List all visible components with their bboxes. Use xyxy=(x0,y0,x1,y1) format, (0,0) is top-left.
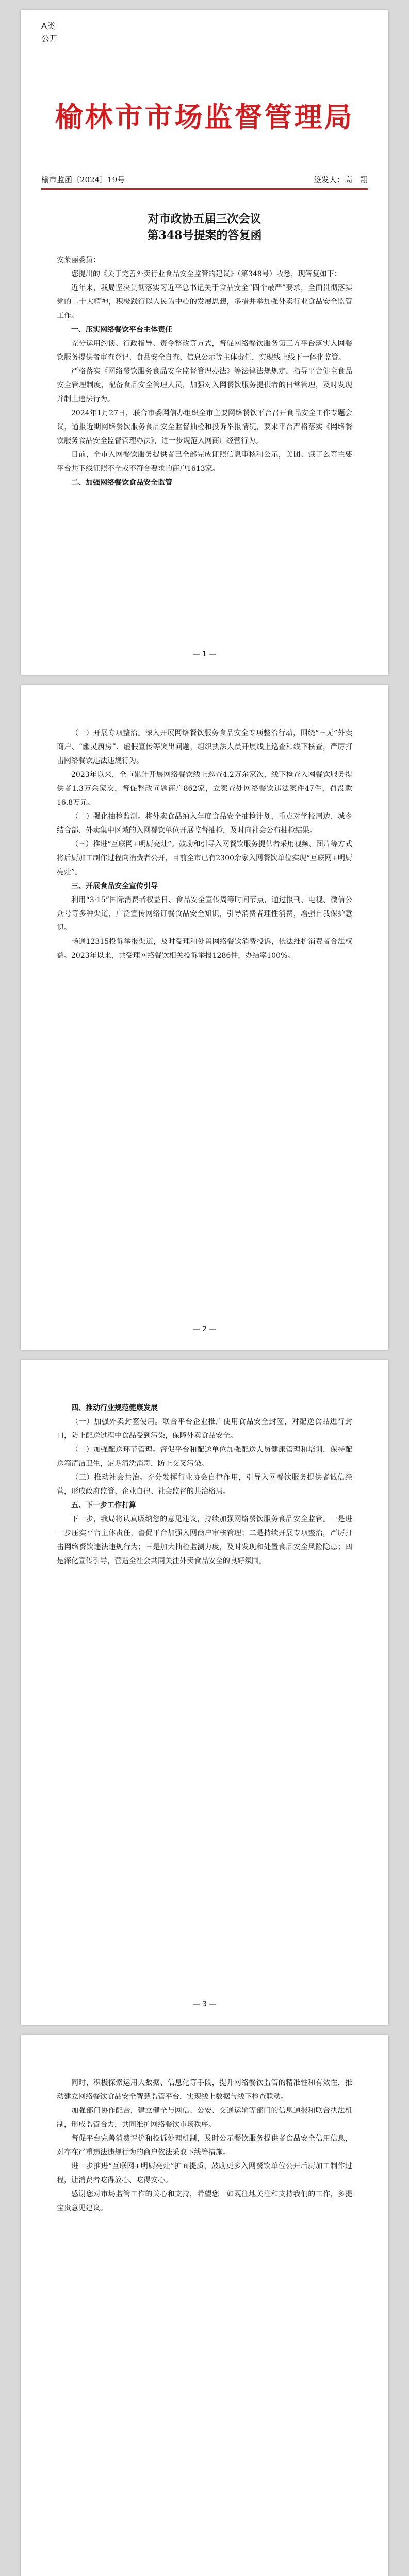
document-title-line-2: 第348号提案的答复函 xyxy=(147,229,262,242)
page-1-paragraphs xyxy=(57,267,352,490)
body-paragraph: 利用“3·15”国际消费者权益日、食品安全宣传周等时间节点，通过报刊、电视、微信公众号等多种渠道，广泛宣传网络订餐食品安全知识，引导消费者理性消费，增强自我保护意识。 xyxy=(57,896,352,932)
page-number: — 3 — xyxy=(192,2000,217,2008)
document-number: 榆市监函〔2024〕19号 xyxy=(41,175,125,184)
body-paragraph: （一）开展专项整治。深入开展网络餐饮服务食品安全专项整治行动，围绕“三无”外卖商户、“幽灵厨房”、虚假宣传等突出问题，组织执法人员开展线上巡查和线下核查，严厉打击网络餐饮违法违规行为。 xyxy=(57,729,352,765)
body-paragraph: 同时，积极探索运用大数据、信息化等手段，提升网络餐饮监管的精准性和有效性，推动建立网络餐饮食品安全智慧监管平台，实现线上数据与线下检查联动。 xyxy=(57,2079,352,2101)
section-heading: 一、压实网络餐饮平台主体责任 xyxy=(71,326,172,334)
body-paragraph: 充分运用约谈、行政指导、责令整改等方式，督促网络餐饮服务第三方平台落实入网餐饮服务提供者审查登记、食品安全自查、信息公示等主体责任，实现线上线下一体化监管。 xyxy=(57,340,352,362)
body-paragraph: 加强部门协作配合，建立健全与网信、公安、交通运输等部门的信息通报和联合执法机制，形成监管合力，共同维护网络餐饮市场秩序。 xyxy=(57,2107,352,2129)
masthead-title: 榆林市市场监督管理局 xyxy=(55,100,354,133)
body-paragraph: （二）强化抽检监测。将外卖食品纳入年度食品安全抽检计划，重点对学校周边、城乡结合部、外卖集中区域的入网餐饮单位开展监督抽检，及时向社会公布抽检结果。 xyxy=(57,812,352,835)
publicity-label: 公开 xyxy=(41,33,58,43)
category-label: A类 xyxy=(41,21,55,31)
page-3-content xyxy=(57,1401,352,1568)
body-paragraph: 您提出的《关于完善外卖行业食品安全监管的建议》（第348号）收悉，现答复如下： xyxy=(71,270,341,278)
section-heading: 四、推动行业规范健康发展 xyxy=(71,1404,158,1412)
page-2-content xyxy=(57,726,352,963)
section-heading: 五、下一步工作打算 xyxy=(71,1501,136,1510)
page-4-content xyxy=(57,2076,352,2215)
section-heading: 三、开展食品安全宣传引导 xyxy=(71,882,158,890)
document-page-2 xyxy=(21,685,388,1350)
body-paragraph: （三）推进“互联网+明厨亮灶”。鼓励和引导入网餐饮服务提供者采用视频、图片等方式将后厨加工制作过程向消费者公开，目前全市已有2300余家入网餐饮单位实现“互联网+明厨亮灶”。 xyxy=(57,840,352,876)
page-number: — 2 — xyxy=(192,1325,217,1333)
red-rule-divider xyxy=(41,188,368,190)
document-page-1 xyxy=(21,10,388,675)
section-heading: 二、加强网络餐饮食品安全监管 xyxy=(71,479,172,487)
document-title-line-1: 对市政协五届三次会议 xyxy=(148,212,261,226)
body-paragraph: 下一步，我局将认真吸纳您的意见建议，持续加强网络餐饮服务食品安全监管。一是进一步压实平台主体责任，督促平台加强入网商户审核管理；二是持续开展专项整治，严厉打击网络餐饮违法违规行为；三是加大抽检监测力度，及时发现和处置食品安全风险隐患；四是深化宣传引导，营造全社会共同关注外卖食品安全的良好氛围。 xyxy=(57,1515,352,1565)
page-3-paragraphs xyxy=(57,1401,352,1568)
document-page-4 xyxy=(21,2035,388,2576)
body-paragraph: 目前，全市入网餐饮服务提供者已全部完成证照信息审核和公示，美团、饿了么等主要平台共下线证照不全或不符合要求的商户1613家。 xyxy=(57,451,352,473)
body-paragraph: 感谢您对市场监管工作的关心和支持，希望您一如既往地关注和支持我们的工作，多提宝贵意见建议。 xyxy=(57,2190,352,2212)
page-4-paragraphs xyxy=(57,2076,352,2215)
body-paragraph: 2024年1月27日，联合市委网信办组织全市主要网络餐饮平台召开食品安全工作专题会议，通报近期网络餐饮服务食品安全监督抽检和投诉举报情况，要求平台严格落实《网络餐饮服务食品安全监督管理办法》，进一步规范入网商户经营行为。 xyxy=(57,409,352,445)
page-number: — 1 — xyxy=(192,650,217,658)
body-paragraph: 近年来，我局坚决贯彻落实习近平总书记关于食品安全“四个最严”要求，全面贯彻落实党的二十大精神，积极践行以人民为中心的发展思想，多措并举加强外卖行业食品安全监管工作。 xyxy=(57,284,352,320)
body-paragraph: 2023年以来，全市累计开展网络餐饮线上巡查4.2万余家次，线下检查入网餐饮服务提供者1.3万余家次，督促整改问题商户862家，立案查处网络餐饮违法案件47件，罚没款16.8万元。 xyxy=(57,771,352,807)
document-number-row xyxy=(41,174,368,185)
page-1-content xyxy=(57,253,352,490)
body-paragraph: 督促平台完善消费评价和投诉处理机制，及时公示餐饮服务提供者食品安全信用信息，对存在严重违法违规行为的商户依法采取下线等措施。 xyxy=(57,2134,352,2157)
signer: 签发人：高 翔 xyxy=(313,175,368,184)
page-2-paragraphs xyxy=(57,726,352,963)
body-paragraph: （一）加强外卖封签使用。联合平台企业推广使用食品安全封签，对配送食品进行封口，防止配送过程中食品受到污染，保障外卖食品安全。 xyxy=(57,1418,352,1440)
body-paragraph: （二）加强配送环节管理。督促平台和配送单位加强配送人员健康管理和培训，保持配送箱清洁卫生，定期清洗消毒，防止交叉污染。 xyxy=(57,1446,352,1468)
document-page-3 xyxy=(21,1360,388,2025)
body-paragraph: 严格落实《网络餐饮服务食品安全监督管理办法》等法律法规规定，指导平台健全食品安全管理制度，配备食品安全管理人员，加强对入网餐饮服务提供者的日常管理，及时发现并制止违法行为。 xyxy=(57,367,352,403)
body-paragraph: （三）推动社会共治。充分发挥行业协会自律作用，引导入网餐饮服务提供者诚信经营，形成政府监管、企业自律、社会监督的共治格局。 xyxy=(57,1473,352,1496)
body-paragraph: 畅通12315投诉举报渠道，及时受理和处置网络餐饮消费投诉，依法维护消费者合法权益。2023年以来，共受理网络餐饮相关投诉举报1286件，办结率100%。 xyxy=(57,938,352,960)
body-paragraph: 进一步推进“互联网+明厨亮灶”扩面提质，鼓励更多入网餐饮单位公开后厨加工制作过程，让消费者吃得放心、吃得安心。 xyxy=(57,2162,352,2184)
salutation: 安莱丽委员： xyxy=(57,256,100,264)
